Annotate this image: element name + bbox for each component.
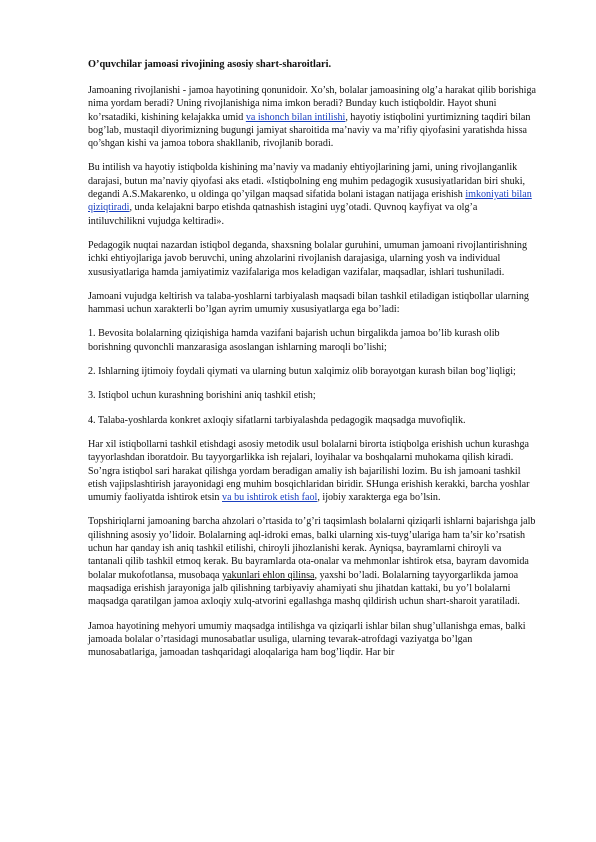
paragraph-7: Jamoa hayotining mehyori umumiy maqsadga intilishga va qiziqarli ishlar bilan shug’ullanishga emas, balki jamoada bolalar o’rtasidagi munosabatlar usuliga, ularning tevarak-atrofdagi vaziyatga bo’lgan munosabatlariga, jamoadan tashqaridagi aloqalariga ham bog’liqdir. Har bir (88, 620, 526, 659)
paragraph-2-text-after: , unda kelajakni barpo etishda qatnashish istagini uyg’otadi. Quvnoq kayfiyat va olg’a intiluvchilikni vujudga keltiradi». (88, 202, 478, 227)
paragraph-1 (88, 84, 536, 150)
list-item-3: 3. Istiqbol uchun kurashning borishini aniq tashkil etish; (88, 390, 316, 402)
paragraph-6-text-after: , yaxshi bo’ladi. Bolalarning tayyorgarlikda jamoa maqsadiga erishish jarayoniga jalb qilishning tarbiyaviy ahamiyati shu jihatdan kattaki, bu yo’l bolalarni maqsadga qaratilgan jamoa axloqiy xulq-atvorini egallashga mashq qildirish uchun shart-sharoit yaratiladi. (88, 569, 520, 608)
list-item-1: 1. Bevosita bolalarning qiziqishiga hamda vazifani bajarish uchun birgalikda jamoa bo’lib kurash olib borishning quvonchli manzarasiga asoslangan ishlarning maroqli bo’lishi; (88, 328, 500, 353)
link-ishtirok-etish-faol[interactable]: va bu ishtirok etish faol (222, 492, 318, 504)
paragraph-4: Jamoani vujudga keltirish va talaba-yoshlarni tarbiyalash maqsadi bilan tashkil etiladigan istiqbollar ularning hammasi uchun xarakterli bo’lgan ayrim umumiy xususiyatlarga ega bo’ladi: (88, 290, 529, 316)
paragraph-6-text-before: Topshiriqlarni jamoaning barcha ahzolari o’rtasida to’g’ri taqsimlash bolalarni qiziqarli ishlarni bajarishga jalb qilishning asosiy yo’lidoir. Bolalarning aql-idroki emas, balki ularning xis-tuyg’ulariga ham ta’sir ko’rsatish uchun har qanday ish aniq tashkil etilishi, chiroyli jihozlanishi kerak. Ayniqsa, bayramlarni chiroyli va tantanali qilib tashkil etmoq kerak. Bu bayramlarda ota-onalar va mehmonlar ishtirok etsa, bayram davomida bolalar mukofotlansa, musobaqa (88, 516, 536, 581)
paragraph-1-text-after: , hayotiy istiqbolini yurtimizning taqdiri bilan bog’lab, mustaqil diyorimizning bugungi jamiyat sharoitida ma’naviy va ma’rifiy qiyofasini yaratishda hissa qo’shgan kishi va jamoa tobora shakllanib, rivojlanib boradi. (88, 111, 531, 150)
paragraph-1-text-before: Jamoaning rivojlanishi - jamoa hayotining qonunidoir. Xo’sh, bolalar jamoasining olg’a harakat qilib borishiga nima yordam beradi? Uning rivojlanishiga nima imkon beradi? Bunday kuch istiqboldir. Hayot shuni ko’rsatadiki, kishining kelajakka umid (88, 85, 536, 123)
paragraph-2-text-before: Bu intilish va hayotiy istiqbolda kishining ma’naviy va madaniy ehtiyojlarining jami, uning rivojlanganlik darajasi, butun ma’naviy qiyofasi aks etadi. «Istiqbolning eng muhim pedagogik xususiyatlaridan biri shuki, degandi A.S.Makarenko, u oldinga qo’yilgan maqsad sifatida bolani istagan natijaga erishish (88, 162, 526, 201)
paragraph-5 (88, 438, 536, 504)
paragraph-3: Pedagogik nuqtai nazardan istiqbol deganda, shaxsning bolalar guruhini, umuman jamoani rivojlantirishning ichki ehtiyojlariga javob beruvchi, uning ahzolarini rivojlanish darajasiga, ularning yosh va individual xususiyatlariga hamda jamiyatimiz vazifalariga mos keladigan vazifalar, maqsadlar, ishlari tushuniladi. (88, 239, 527, 278)
link-imkoniyati-bilan-qiziqtiradi[interactable]: imkoniyati bilan qiziqtiradi (88, 189, 532, 214)
link-yakunlari-ehlon-qilinsa[interactable]: yakunlari ehlon qilinsa (222, 569, 315, 581)
paragraph-5-text-before: Har xil istiqbollarni tashkil etishdagi asosiy metodik usul bolalarni birorta istiqbolga erishish uchun kurashga tayyorlashdan iboratdoir. Bu tayyorgarlikka ish rejalari, loyihalar va boshqalarni muhokama qilish kiradi. So’ngra istiqbol sari harakat qilishga yordam beradigan amaliy ish bajarilishi lozim. Bu ish jamoani tashkil etish vajipslashtirish jarayonidagi eng muhim bosqichlaridan biridir. SHunga erishish kerakki, barcha yoshlar umumiy faoliyatda ishtirok etsin (88, 438, 530, 504)
paragraph-5-text-after: , ijobiy xarakterga ega bo’lsin. (317, 492, 441, 504)
document-title: O’quvchilar jamoasi rivojining asosiy shart-sharoitlari. (88, 59, 332, 70)
link-ishonch-bilan-intilishi[interactable]: va ishonch bilan intilishi (245, 111, 346, 123)
paragraph-2 (88, 161, 536, 227)
paragraph-6 (88, 515, 536, 608)
list-item-4: 4. Talaba-yoshlarda konkret axloqiy sifatlarni tarbiyalashda pedagogik maqsadga muvofiqlik. (88, 414, 466, 426)
list-item-2: 2. Ishlarning ijtimoiy foydali qiymati va ularning butun xalqimiz olib borayotgan kurash bilan bog’liqligi; (88, 366, 516, 378)
